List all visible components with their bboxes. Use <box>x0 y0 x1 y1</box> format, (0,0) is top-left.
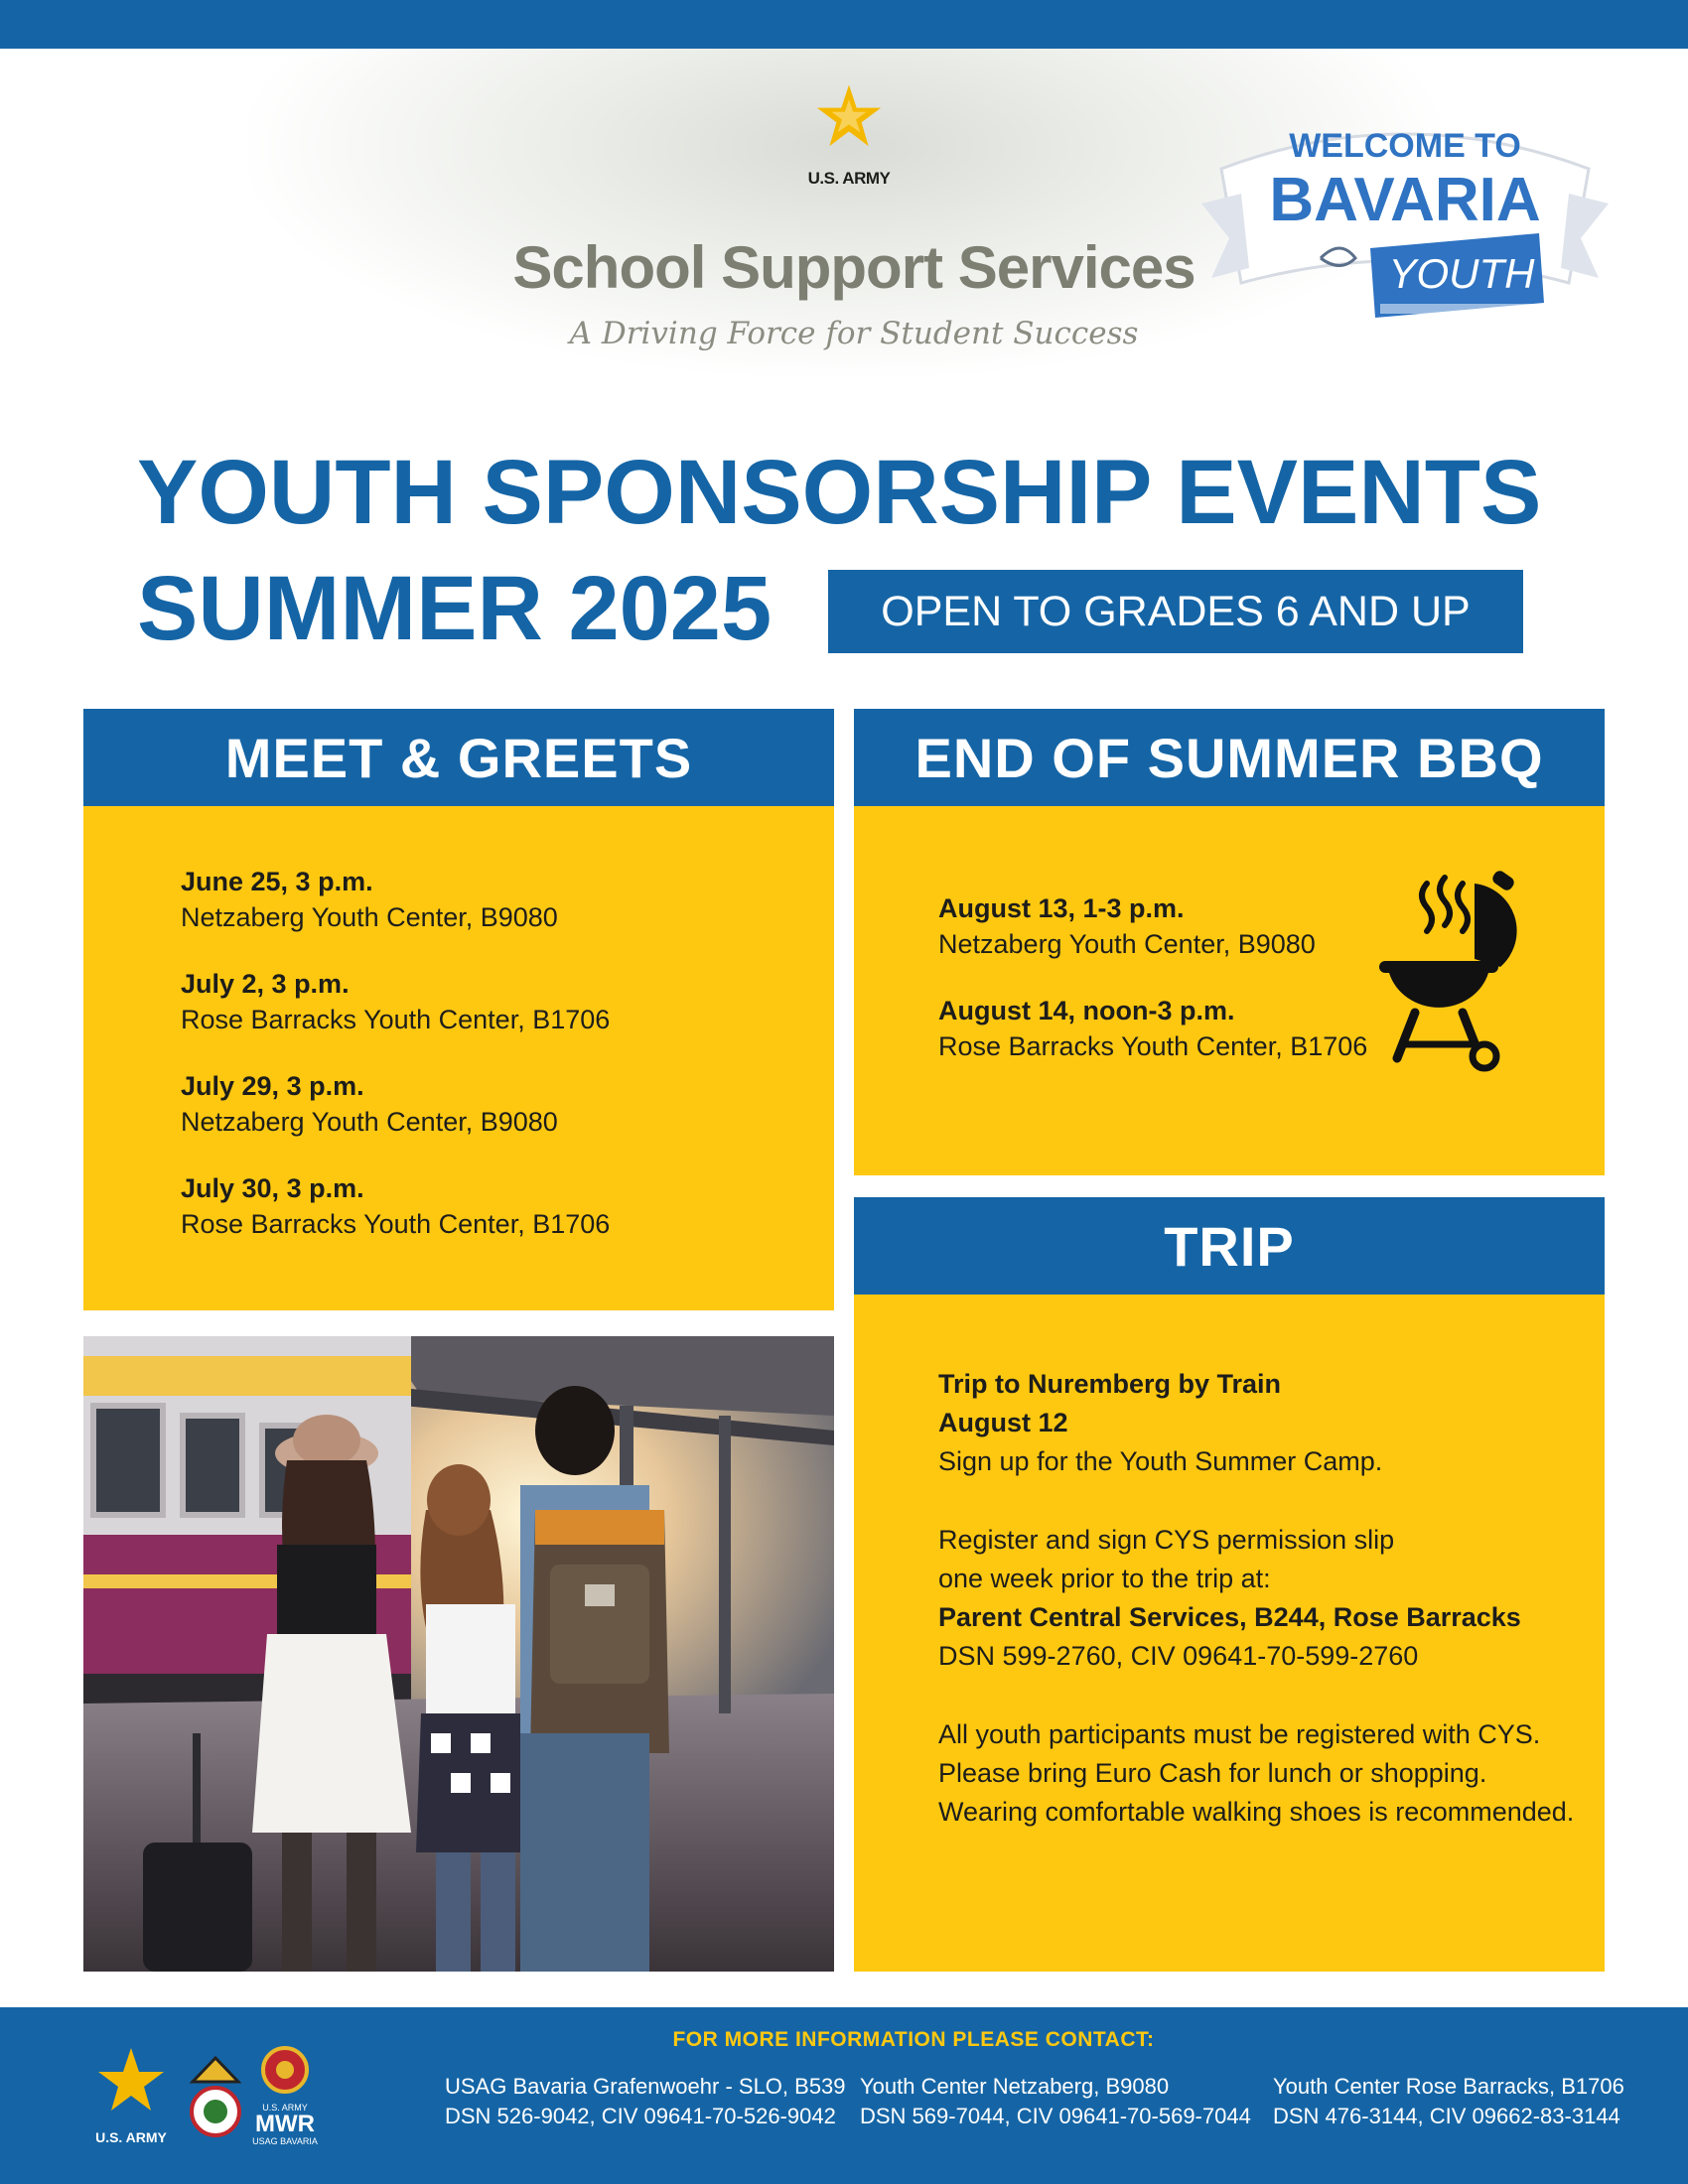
contact-phone: DSN 476-3144, CIV 09662-83-3144 <box>1273 2104 1620 2128</box>
event-date: July 2, 3 p.m. <box>181 969 350 999</box>
mwr-top: U.S. ARMY <box>262 2103 308 2113</box>
event-date: August 14, noon-3 p.m. <box>938 996 1235 1025</box>
trip-note3: Wearing comfortable walking shoes is recommended. <box>938 1797 1575 1827</box>
mwr-main: MWR <box>255 2111 315 2137</box>
badge-line3: YOUTH <box>1388 250 1535 297</box>
event-date: August 13, 1-3 p.m. <box>938 893 1185 923</box>
trip-note2: Please bring Euro Cash for lunch or shopping. <box>938 1758 1487 1788</box>
footer-heading: FOR MORE INFORMATION PLEASE CONTACT: <box>672 2028 1155 2051</box>
list-item <box>938 993 1367 1064</box>
mwr-crest-icon <box>263 2048 307 2092</box>
trip-note1: All youth participants must be registered with CYS. <box>938 1719 1541 1749</box>
contact-name: Youth Center Rose Barracks, B1706 <box>1273 2074 1624 2099</box>
trip-title: Trip to Nuremberg by Train <box>938 1369 1282 1399</box>
trip-heading: TRIP <box>854 1197 1605 1295</box>
mwr-bottom: USAG BAVARIA <box>252 2136 318 2146</box>
trip-details <box>938 1365 1584 1832</box>
train-station-photo <box>83 1336 834 1972</box>
event-location: Rose Barracks Youth Center, B1706 <box>938 1031 1368 1061</box>
trip-register-line1: Register and sign CYS permission slip <box>938 1525 1395 1555</box>
page-title: YOUTH SPONSORSHIP EVENTS <box>137 442 1542 543</box>
contact-name: USAG Bavaria Grafenwoehr - SLO, B539 <box>445 2074 846 2099</box>
trip-phone: DSN 599-2760, CIV 09641-70-599-2760 <box>938 1641 1419 1671</box>
army-label: U.S. ARMY <box>807 169 891 188</box>
list-item <box>181 864 558 935</box>
list-item <box>181 1170 610 1242</box>
army-star-icon <box>814 81 884 161</box>
list-item <box>938 890 1316 962</box>
contact-phone: DSN 526-9042, CIV 09641-70-526-9042 <box>445 2104 836 2128</box>
mwr-logo <box>245 2103 325 2146</box>
event-date: June 25, 3 p.m. <box>181 867 373 896</box>
badge-line2: BAVARIA <box>1269 166 1541 234</box>
event-date: July 29, 3 p.m. <box>181 1071 364 1101</box>
list-item <box>181 966 610 1037</box>
org-title: School Support Services <box>512 234 1196 301</box>
grades-banner: OPEN TO GRADES 6 AND UP <box>828 570 1523 653</box>
trip-date: August 12 <box>938 1408 1068 1437</box>
event-location: Rose Barracks Youth Center, B1706 <box>181 1005 611 1034</box>
meet-greets-heading: MEET & GREETS <box>83 709 834 806</box>
army-star-icon <box>98 2048 164 2111</box>
page-subtitle: SUMMER 2025 <box>137 558 773 659</box>
org-tagline: A Driving Force for Student Success <box>569 316 1139 351</box>
event-location: Rose Barracks Youth Center, B1706 <box>181 1209 611 1239</box>
event-location: Netzaberg Youth Center, B9080 <box>181 1107 558 1137</box>
badge-line1: WELCOME TO <box>1289 127 1521 165</box>
contact-rose-barracks <box>1273 2072 1624 2131</box>
trip-signup: Sign up for the Youth Summer Camp. <box>938 1446 1383 1476</box>
contact-netzaberg <box>860 2072 1251 2131</box>
trip-location: Parent Central Services, B244, Rose Barracks <box>938 1602 1521 1632</box>
bavaria-youth-badge <box>1201 109 1609 347</box>
grill-icon <box>1375 864 1524 1072</box>
event-location: Netzaberg Youth Center, B9080 <box>181 902 558 932</box>
contact-name: Youth Center Netzaberg, B9080 <box>860 2074 1170 2099</box>
garrison-crest-icon <box>192 2058 239 2135</box>
bbq-heading: END OF SUMMER BBQ <box>854 709 1605 806</box>
footer-army-label: U.S. ARMY <box>95 2129 167 2145</box>
contact-slo <box>445 2072 846 2131</box>
trip-register-line2: one week prior to the trip at: <box>938 1564 1271 1593</box>
top-bar <box>0 0 1688 49</box>
list-item <box>181 1068 558 1140</box>
event-location: Netzaberg Youth Center, B9080 <box>938 929 1316 959</box>
contact-phone: DSN 569-7044, CIV 09641-70-569-7044 <box>860 2104 1251 2128</box>
event-date: July 30, 3 p.m. <box>181 1173 364 1203</box>
